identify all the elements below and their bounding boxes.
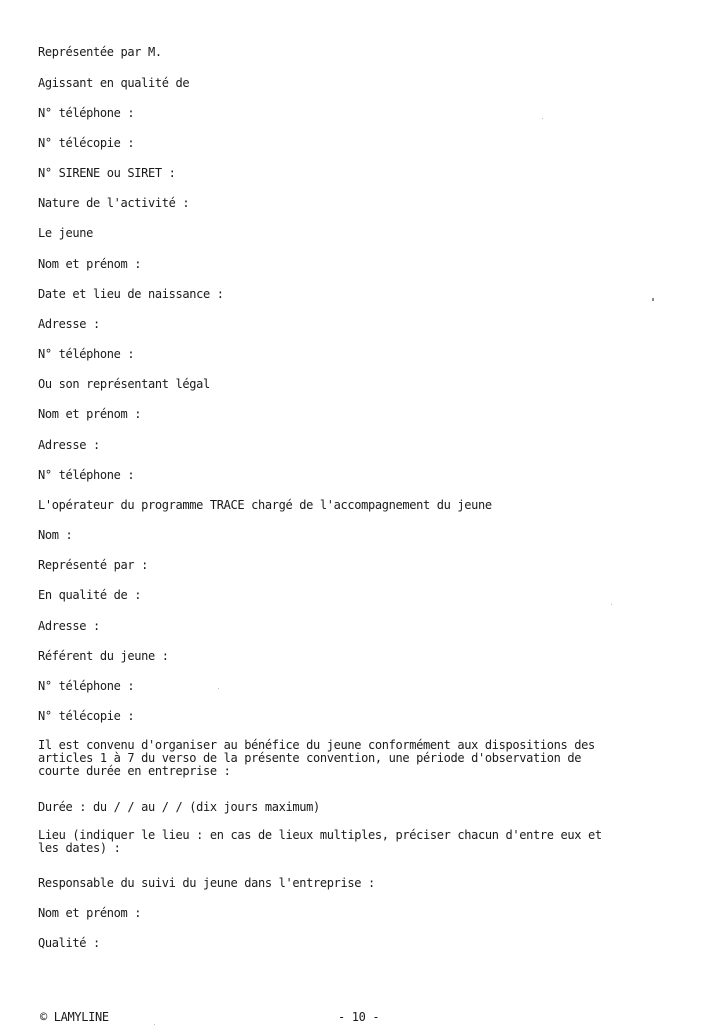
scan-speck: [218, 688, 219, 689]
field-referent-phone: N° téléphone :: [38, 679, 135, 693]
field-operator-role: En qualité de :: [38, 588, 142, 602]
field-legal-rep-address: Adresse :: [38, 438, 100, 452]
field-operator-represented-by: Représenté par :: [38, 558, 148, 572]
section-heading-youth: Le jeune: [38, 226, 93, 240]
field-supervisor-name: Nom et prénom :: [38, 906, 142, 920]
field-referent-fax: N° télécopie :: [38, 709, 135, 723]
field-sirene-siret: N° SIRENE ou SIRET :: [38, 166, 176, 180]
scan-speck: [154, 1024, 155, 1025]
field-represented-by: Représentée par M.: [38, 45, 162, 59]
scan-speck: [611, 604, 612, 605]
paragraph-convention: Il est convenu d'organiser au bénéfice du jeune conformément aux dispositions des articles 1 à 7 du verso de la présente convention, une période d'observation de courte durée en entreprise :: [38, 738, 595, 778]
field-legal-rep-name: Nom et prénom :: [38, 407, 142, 421]
footer-page-number: - 10 -: [338, 1010, 380, 1024]
field-phone: N° téléphone :: [38, 106, 135, 120]
paragraph-location: Lieu (indiquer le lieu : en cas de lieux multiples, préciser chacun d'entre eux et les dates) :: [38, 828, 602, 855]
field-fax: N° télécopie :: [38, 136, 135, 150]
field-operator-name: Nom :: [38, 528, 73, 542]
field-youth-phone: N° téléphone :: [38, 347, 135, 361]
field-duration: Durée : du / / au / / (dix jours maximum): [38, 800, 320, 814]
scan-speck: [542, 118, 543, 119]
field-acting-as: Agissant en qualité de: [38, 76, 190, 90]
scan-speck: [652, 298, 654, 301]
field-activity-nature: Nature de l'activité :: [38, 196, 190, 210]
field-operator-address: Adresse :: [38, 619, 100, 633]
field-birth-date-place: Date et lieu de naissance :: [38, 287, 224, 301]
field-supervisor-role: Qualité :: [38, 936, 100, 950]
footer-copyright: © LAMYLINE: [40, 1010, 109, 1024]
field-legal-rep-phone: N° téléphone :: [38, 468, 135, 482]
field-youth-name: Nom et prénom :: [38, 257, 142, 271]
field-youth-address: Adresse :: [38, 317, 100, 331]
field-company-supervisor: Responsable du suivi du jeune dans l'entreprise :: [38, 876, 375, 890]
section-heading-legal-rep: Ou son représentant légal: [38, 377, 210, 391]
section-heading-operator: L'opérateur du programme TRACE chargé de l'accompagnement du jeune: [38, 498, 492, 512]
field-referent: Référent du jeune :: [38, 649, 169, 663]
